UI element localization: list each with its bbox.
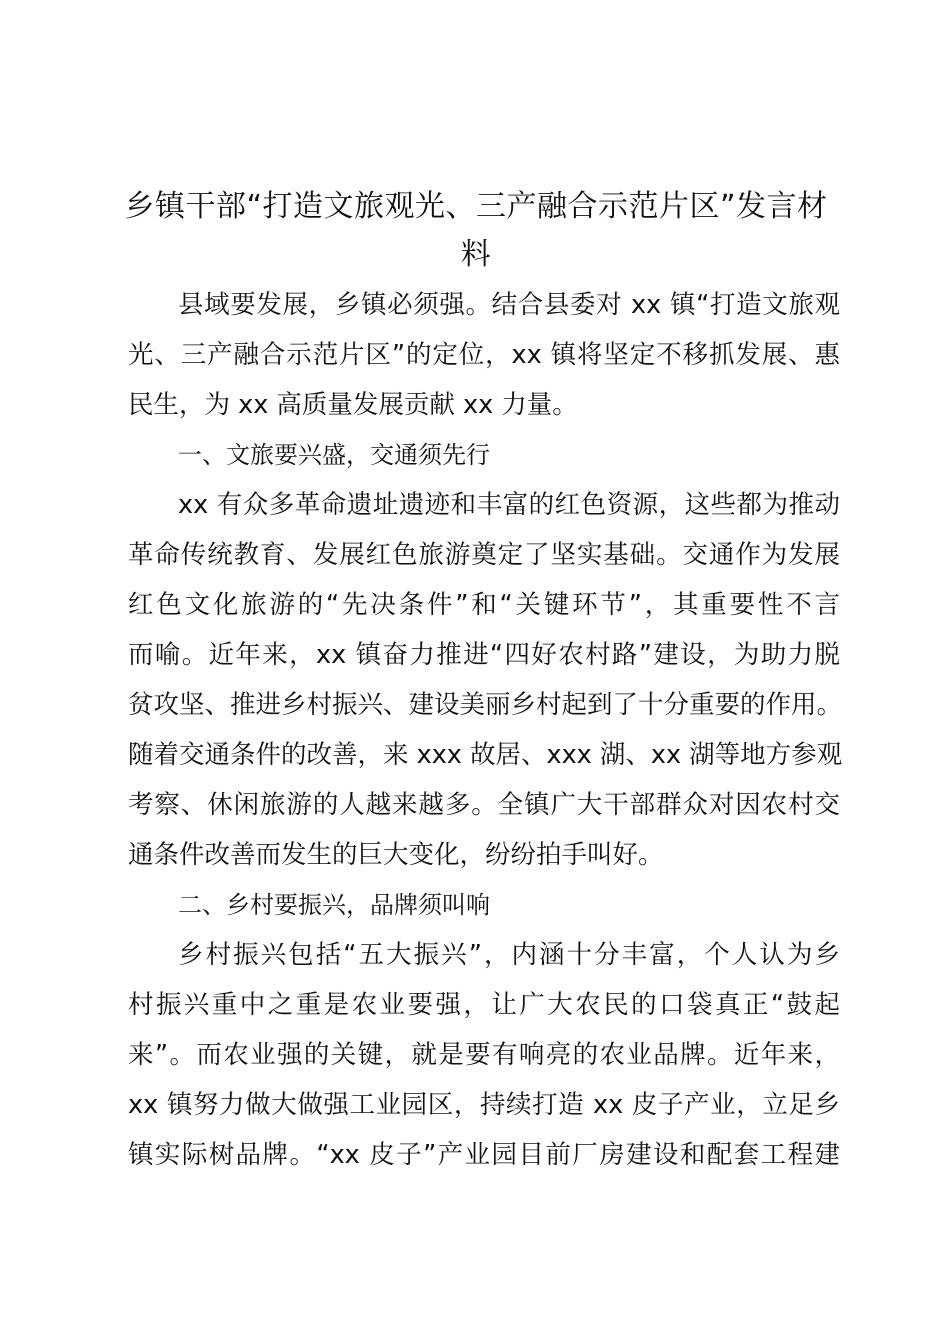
document-body <box>128 280 843 1180</box>
paragraph-2-line: 贫攻坚、推进乡村振兴、建设美丽乡村起到了十分重要的作用。 <box>128 690 843 720</box>
paragraph-2-line: 随着交通条件的改善，来 xxx 故居、xxx 湖、xx 湖等地方参观 <box>128 740 843 770</box>
title-line-1: 乡镇干部“打造文旅观光、三产融合示范片区”发言材 <box>124 189 828 224</box>
paragraph-2-line: 红色文化旅游的“先决条件”和“关键环节”，其重要性不言 <box>128 590 840 620</box>
paragraph-3-line: 镇实际树品牌。“xx 皮子”产业园目前厂房建设和配套工程建 <box>128 1140 840 1170</box>
paragraph-1-line: 民生，为 xx 高质量发展贡献 xx 力量。 <box>128 390 578 420</box>
paragraph-1-line: 光、三产融合示范片区”的定位，xx 镇将坚定不移抓发展、惠 <box>128 340 840 370</box>
paragraph-2-line: 通条件改善而发生的巨大变化，纷纷拍手叫好。 <box>128 840 664 870</box>
document-title <box>120 183 832 279</box>
section-heading-2: 二、乡村要振兴，品牌须叫响 <box>178 891 490 919</box>
paragraph-3-line: 来”。而农业强的关键，就是要有响亮的农业品牌。近年来， <box>128 1040 840 1070</box>
paragraph-3-line: 乡村振兴包括“五大振兴”，内涵十分丰富，个人认为乡 <box>178 940 840 970</box>
paragraph-1-line: 县域要发展，乡镇必须强。结合县委对 xx 镇“打造文旅观 <box>178 290 840 320</box>
title-line-2: 料 <box>460 237 492 272</box>
paragraph-2-line: 革命传统教育、发展红色旅游奠定了坚实基础。交通作为发展 <box>128 540 840 570</box>
paragraph-3-line: xx 镇努力做大做强工业园区，持续打造 xx 皮子产业，立足乡 <box>128 1090 840 1120</box>
paragraph-2-line: 考察、休闲旅游的人越来越多。全镇广大干部群众对因农村交 <box>128 790 840 820</box>
section-heading-1: 一、文旅要兴盛，交通须先行 <box>178 441 490 469</box>
paragraph-3-line: 村振兴重中之重是农业要强，让广大农民的口袋真正“鼓起 <box>128 990 840 1020</box>
paragraph-2-line: 而喻。近年来，xx 镇奋力推进“四好农村路”建设，为助力脱 <box>128 640 840 670</box>
paragraph-2-line: xx 有众多革命遗址遗迹和丰富的红色资源，这些都为推动 <box>178 490 840 520</box>
